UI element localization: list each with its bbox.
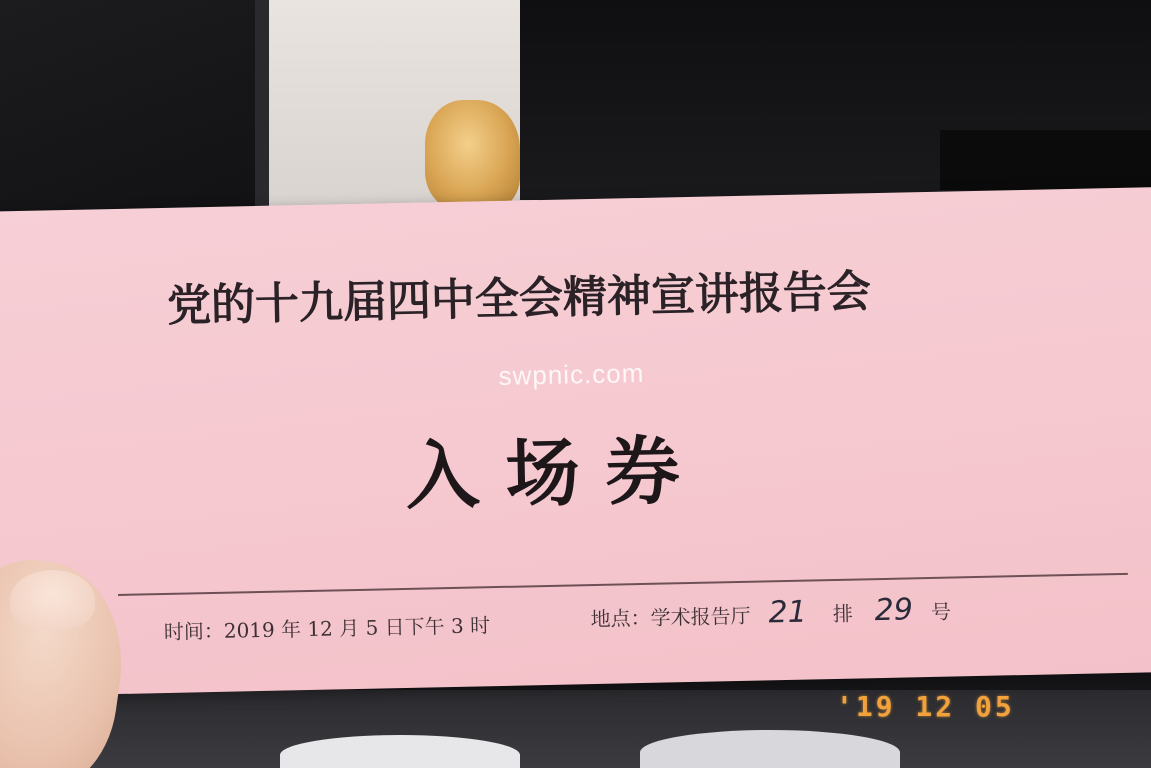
ticket-time: 时间：2019 年 12 月 5 日下午 3 时 [163,613,491,645]
background-shirt-left [280,735,520,768]
ticket-place [590,592,951,635]
admission-ticket [0,187,1151,697]
handwritten-row-number: 21 [768,594,808,631]
place-label: 地点：学术报告厅 [590,603,751,632]
gold-badge [425,100,520,210]
handwritten-seat-number: 29 [874,592,914,629]
ticket-name: 入场券 [404,427,707,520]
row-unit: 排 [832,601,854,627]
dark-jacket-left [0,0,280,230]
ticket-title: 党的十九届四中全会精神宣讲报告会 [166,266,872,332]
thumbnail [10,570,95,630]
background-shirt-right [640,730,900,768]
dark-band [940,130,1151,190]
watermark: swpnic.com [498,357,645,391]
seat-unit: 号 [930,599,952,624]
date-stamp: '19 12 05 [836,690,1015,723]
ticket-divider [118,573,1128,596]
